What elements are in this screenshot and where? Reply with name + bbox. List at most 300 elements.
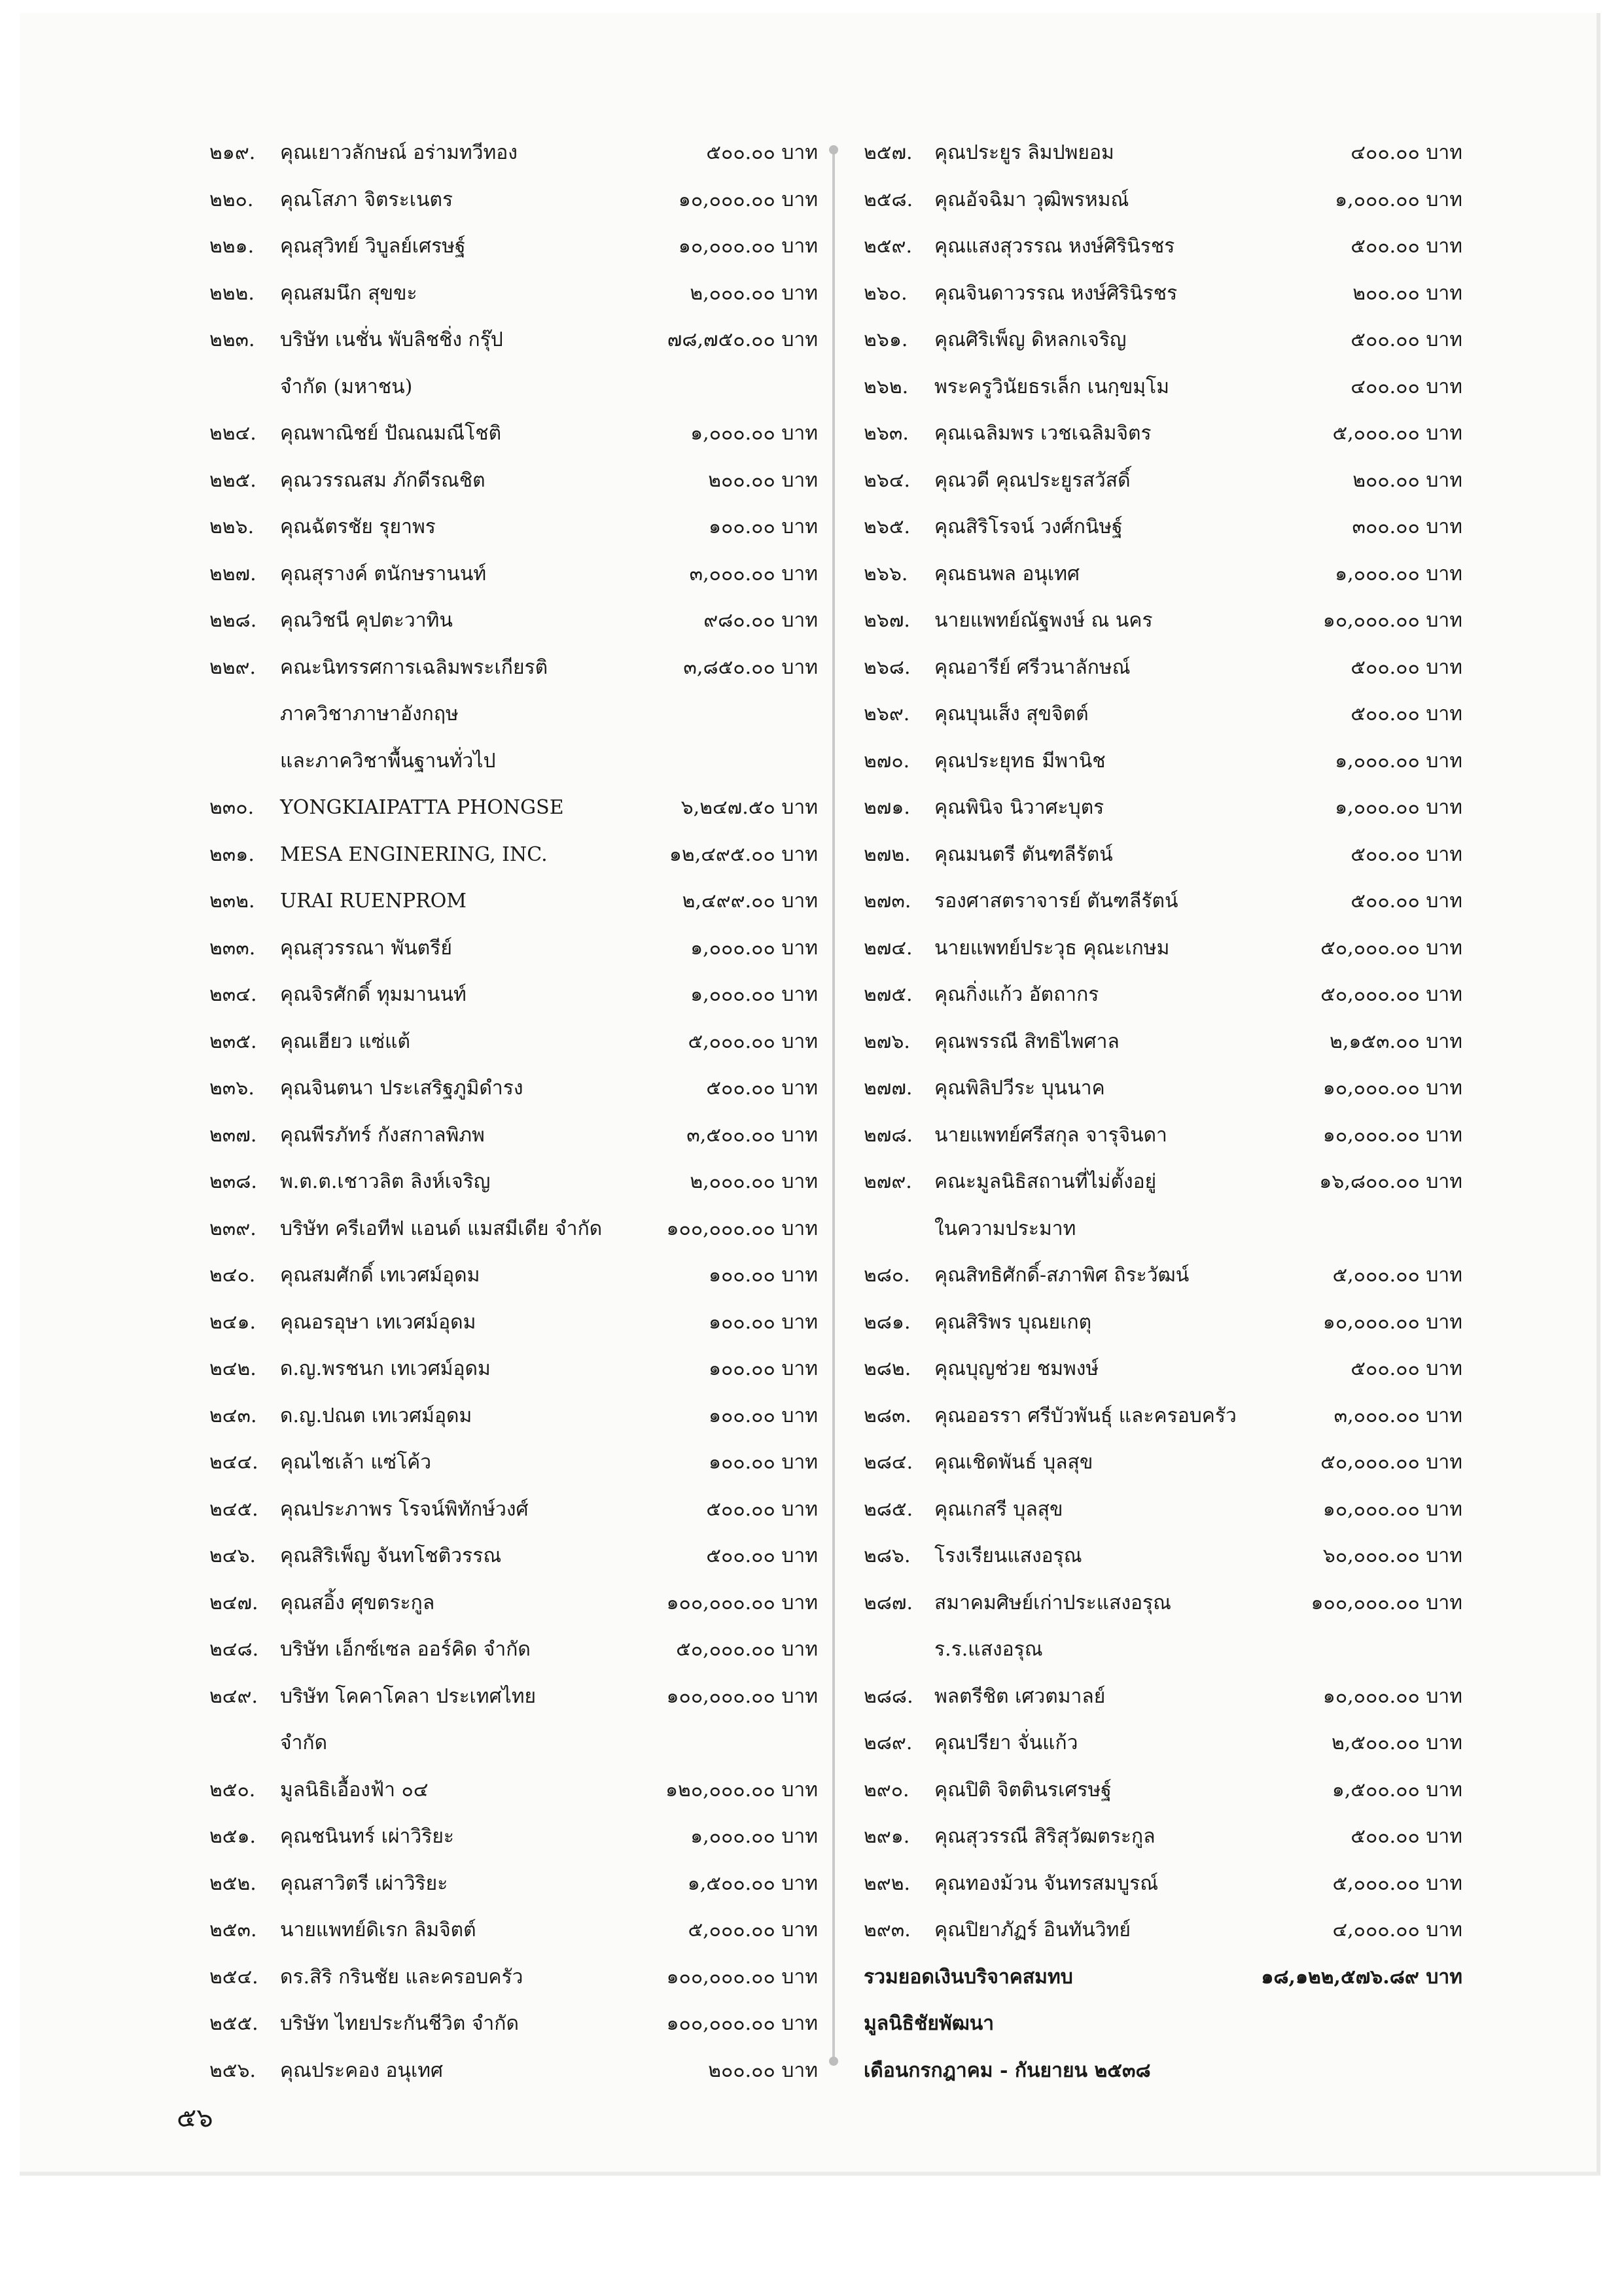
donation-amount [1352,270,1462,317]
donor-name: คุณเชิดพันธ์ บุลสุข [934,1451,1093,1474]
amount-value: ๑๐๐,๐๐๐.๐๐ [666,1217,775,1240]
entry-number: ๒๔๓. [209,1404,257,1427]
currency-label: บาท [1426,655,1462,679]
donor-name: คุณจินดาวรรณ หงษ์ศิรินิรชร [934,281,1178,305]
amount-value: ๕๐๐.๐๐ [1350,235,1420,258]
amount-value: ๒,๐๐๐.๐๐ [690,1170,775,1193]
donor-name: คณะนิทรรศการเฉลิมพระเกียรติ [280,655,548,679]
amount-value: ๑,๐๐๐.๐๐ [1335,188,1420,211]
total-amount: ๑๘,๑๒๒,๕๗๖.๘๙ บาท [1261,1965,1462,1989]
amount-value: ๑๒,๔๙๕.๐๐ [669,843,775,866]
donation-amount [688,1018,818,1066]
entry-number: ๒๒๗. [209,562,256,585]
entry-number: ๒๔๖. [209,1544,256,1567]
donor-name: รองศาสตราจารย์ ตันฑลีรัตน์ [934,890,1178,913]
currency-label: บาท [1426,422,1462,445]
amount-value: ๑๒๐,๐๐๐.๐๐ [665,1778,775,1801]
donation-amount [1350,130,1462,177]
currency-label: บาท [1426,890,1462,913]
amount-value: ๓,๘๕๐.๐๐ [683,655,775,679]
donor-name-continued: ภาควิชาภาษาอังกฤษ [280,703,459,725]
entry-number: ๒๖๕. [864,515,911,538]
amount-value: ๑๐,๐๐๐.๐๐ [1322,1497,1420,1521]
donation-row [864,971,1462,1018]
donation-amount [706,1533,818,1580]
donation-amount [708,457,818,504]
donor-name: คุณจินตนา ประเสริฐภูมิดำรง [280,1077,523,1100]
donation-row [209,644,818,691]
currency-label: บาท [1426,1404,1462,1427]
entry-number: ๒๒๐. [209,188,254,211]
donation-row [864,1252,1462,1299]
entry-number: ๒๔๒. [209,1357,256,1380]
donor-name: ด.ญ.ปณต เทเวศม์อุดม [280,1404,472,1427]
donor-name: คุณพรรณี สิทธิไพศาล [934,1030,1120,1053]
donor-name: คุณไชเล้า แซ่โค้ว [280,1451,432,1474]
currency-label: บาท [781,1170,818,1193]
donation-amount [1323,1065,1462,1112]
donor-name: คุณวดี คุณประยูรสวัสดิ์ [934,468,1131,492]
donation-amount [688,1860,818,1907]
donation-amount [1350,878,1462,925]
currency-label: บาท [1426,749,1462,773]
entry-number: ๒๓๑. [209,843,255,866]
donation-amount [1335,177,1462,224]
entry-number: ๒๕๙. [864,235,912,258]
entry-number: ๒๓๗. [209,1123,257,1147]
donor-name: บริษัท ไทยประกันชีวิต จำกัด [280,2012,519,2035]
donor-name: คณะมูลนิธิสถานที่ไม่ตั้งอยู่ [934,1170,1157,1193]
donation-row [209,831,818,878]
amount-value: ๕,๐๐๐.๐๐ [1332,422,1420,445]
donor-name: คุณพาณิชย์ ปัณณมณีโชติ [280,422,502,445]
donation-amount [690,925,818,972]
entry-number: ๒๖๖. [864,562,908,585]
donor-name: คุณสุรางค์ ตนักษรานนท์ [280,562,487,585]
entry-number: ๒๓๔. [209,983,257,1006]
donor-name: คุณสิริโรจน์ วงศ์กนิษฐ์ [934,515,1123,538]
currency-label: บาท [781,936,818,960]
entry-number: ๒๘๑. [864,1310,911,1334]
entry-number: ๒๗๕. [864,983,913,1006]
donation-amount [681,784,818,831]
currency-label: บาท [781,1123,818,1147]
donor-name: คุณเฮียว แซ่แต้ [280,1030,410,1053]
currency-label: บาท [781,983,818,1006]
amount-value: ๕๐,๐๐๐.๐๐ [676,1638,775,1661]
donation-row [209,1206,818,1253]
donor-name: คุณฉัตรชัย รุยาพร [280,515,436,538]
donation-row [209,1907,818,1954]
donation-row [864,1299,1462,1346]
footer-period: เดือนกรกฎาคม - กันยายน ๒๕๓๘ [864,2059,1151,2082]
currency-label: บาท [781,655,818,679]
currency-label: บาท [1426,141,1462,164]
entry-number: ๒๓๙. [209,1217,256,1240]
amount-value: ๑๐๐.๐๐ [708,1264,775,1287]
donor-name: คุณปรียา จั่นแก้ว [934,1731,1078,1754]
entry-number: ๒๖๓. [864,422,909,445]
donation-amount [666,1580,818,1627]
currency-label: บาท [1426,1871,1462,1895]
donation-row [864,1720,1462,1767]
entry-number: ๒๖๔. [864,468,911,492]
amount-value: ๒๐๐.๐๐ [1352,281,1420,305]
amount-value: ๑๐๐,๐๐๐.๐๐ [1311,1591,1420,1614]
donation-amount [1332,1860,1462,1907]
currency-label: บาท [1426,1123,1462,1147]
total-row [864,1954,1462,2001]
donation-row [864,1439,1462,1486]
entry-number: ๒๔๗. [209,1591,258,1614]
currency-label: บาท [1426,1731,1462,1754]
donation-row [209,878,818,925]
total-label: รวมยอดเงินบริจาคสมทบ [864,1965,1073,1989]
entry-number: ๒๗๘. [864,1123,913,1147]
donor-name: คุณปิยาภัฏร์ อินทันวิทย์ [934,1919,1131,1941]
donor-name: คุณพิลิปวีระ บุนนาค [934,1077,1105,1100]
entry-number: ๒๕๐. [209,1778,256,1801]
amount-value: ๑,๐๐๐.๐๐ [1335,749,1420,773]
donation-row [209,551,818,598]
donor-name: คุณประยูร ลิมปพยอม [934,141,1114,164]
donor-name: มูลนิธิเอื้องฟ้า ๐๔ [280,1778,429,1801]
donor-name: คุณเฉลิมพร เวชเฉลิมจิตร [934,422,1152,445]
donation-row [864,1533,1462,1580]
donation-amount [709,504,818,551]
donation-amount [706,130,818,177]
donation-amount [676,1626,818,1673]
donor-name: นายแพทย์ศรีสกุล จารุจินดา [934,1123,1167,1147]
donor-name: คุณศิริเพ็ญ ดิหลกเจริญ [934,328,1127,351]
entry-number: ๒๗๔. [864,936,913,960]
entry-number: ๒๖๘. [864,655,911,679]
donation-row [864,551,1462,598]
donor-name: คุณอารีย์ ศรีวนาลักษณ์ [934,655,1131,679]
donor-name: คุณอรอุษา เทเวศม์อุดม [280,1310,476,1334]
donor-name: คุณสุวรรณา พันตรีย์ [280,936,452,960]
donation-amount [690,270,818,317]
donation-amount [706,1486,818,1533]
donation-row [864,177,1462,224]
currency-label: บาท [1426,983,1462,1006]
donation-row [209,130,818,177]
donor-name: บริษัท โคคาโคลา ประเทศไทย [280,1684,537,1708]
currency-label: บาท [781,235,818,258]
entry-number: ๒๕๑. [209,1825,256,1848]
currency-label: บาท [781,1030,818,1053]
donor-name-continued: ร.ร.แสงอรุณ [934,1638,1043,1661]
donation-amount [709,1393,818,1440]
donation-amount [1350,1813,1462,1860]
donor-name: คุณจิรศักดิ์ ทุมมานนท์ [280,983,467,1006]
currency-label: บาท [1426,468,1462,492]
amount-value: ๕๐๐.๐๐ [1350,843,1420,866]
donor-name: คุณบุนเส็ง สุขจิตต์ [934,703,1089,725]
entry-number: ๒๒๕. [209,468,256,492]
amount-value: ๑๐,๐๐๐.๐๐ [678,188,775,211]
currency-label: บาท [781,1077,818,1100]
currency-label: บาท [1426,188,1462,211]
page-number: ๕๖ [177,2103,213,2133]
entry-number: ๒๑๙. [209,141,256,164]
donation-amount [1332,410,1462,457]
entry-number: ๒๓๐. [209,796,255,819]
donation-amount [667,317,818,364]
currency-label: บาท [1426,1497,1462,1521]
donation-row [209,1533,818,1580]
entry-number: ๒๒๖. [209,515,255,538]
amount-value: ๑๐,๐๐๐.๐๐ [1322,1123,1420,1147]
currency-label: บาท [781,328,818,351]
entry-number: ๒๕๗. [864,141,913,164]
currency-label: บาท [1426,328,1462,351]
amount-value: ๑,๐๐๐.๐๐ [1335,796,1420,819]
amount-value: ๑๐๐,๐๐๐.๐๐ [666,2012,775,2035]
entry-number: ๒๗๓. [864,890,911,913]
amount-value: ๑,๐๐๐.๐๐ [690,422,775,445]
donation-row [209,1813,818,1860]
donor-name: คุณสมศักดิ์ เทเวศม์อุดม [280,1264,480,1287]
donation-row [209,1954,818,2001]
amount-value: ๕๐๐.๐๐ [1350,1825,1420,1848]
currency-label: บาท [781,1217,818,1240]
donor-name: คุณเยาวลักษณ์ อร่ามทวีทอง [280,141,518,164]
donation-amount [666,1954,818,2001]
donation-row [209,784,818,831]
amount-value: ๑,๐๐๐.๐๐ [1335,562,1420,585]
donation-row [209,1580,818,1627]
amount-value: ๓,๐๐๐.๐๐ [1333,1404,1420,1427]
amount-value: ๔,๐๐๐.๐๐ [1332,1919,1420,1941]
donor-name: คุณประภาพร โรจน์พิทักษ์วงศ์ [280,1497,529,1521]
donation-row [209,1018,818,1066]
donation-amount [679,177,818,224]
entry-number: ๒๗๗. [864,1077,913,1100]
amount-value: ๒,๐๐๐.๐๐ [690,281,775,305]
currency-label: บาท [1426,1264,1462,1287]
currency-label: บาท [1426,235,1462,258]
donor-name: นายแพทย์ประวุธ คุณะเกษม [934,936,1170,960]
donation-row [209,1299,818,1346]
donor-name: คุณปิติ จิตตินรเศรษฐ์ [934,1778,1112,1801]
currency-label: บาท [781,1919,818,1941]
donation-row [864,1673,1462,1720]
currency-label: บาท [1426,1825,1462,1848]
donation-row [209,925,818,972]
currency-label: บาท [1426,562,1462,585]
currency-label: บาท [781,1825,818,1848]
donation-amount [1330,1018,1462,1066]
amount-value: ๒,๕๐๐.๐๐ [1331,1731,1420,1754]
donor-name: นายแพทย์ณัฐพงษ์ ณ นคร [934,609,1153,632]
entry-number: ๒๒๑. [209,235,255,258]
entry-number: ๒๘๒. [864,1357,911,1380]
entry-number: ๒๔๐. [209,1264,256,1287]
donor-name: คุณสิริเพ็ญ จันทโชติวรรณ [280,1544,502,1567]
amount-value: ๕๐๐.๐๐ [1350,1357,1420,1380]
entry-number: ๒๘๐. [864,1264,910,1287]
donation-amount [683,644,818,691]
currency-label: บาท [781,1591,818,1614]
currency-label: บาท [781,1778,818,1801]
donation-amount [1350,1346,1462,1393]
donation-amount [666,2000,818,2047]
donation-row [209,597,818,644]
donation-row [864,925,1462,972]
donation-row [209,270,818,317]
donation-row [209,2047,818,2095]
amount-value: ๖,๒๔๗.๕๐ [680,796,775,819]
amount-value: ๒๐๐.๐๐ [708,468,775,492]
entry-number: ๒๗๒. [864,843,911,866]
donation-amount [1350,317,1462,364]
donation-amount [1332,1907,1462,1954]
donation-row [209,457,818,504]
donation-amount [1335,551,1462,598]
donation-amount [1323,1533,1462,1580]
currency-label: บาท [781,1684,818,1708]
currency-label: บาท [781,281,818,305]
currency-label: บาท [781,890,818,913]
currency-label: บาท [781,2059,818,2082]
currency-label: บาท [781,1871,818,1895]
currency-label: บาท [781,1264,818,1287]
donation-row [864,1767,1462,1814]
amount-value: ๙๘๐.๐๐ [703,609,775,632]
entry-number: ๒๘๖. [864,1544,911,1567]
currency-label: บาท [1426,1030,1462,1053]
donor-name: คุณพินิจ นิวาศะบุตร [934,796,1104,819]
currency-label: บาท [781,1965,818,1989]
entry-number: ๒๘๘. [864,1684,913,1708]
currency-label: บาท [781,609,818,632]
entry-number: ๒๒๓. [209,328,255,351]
donor-name-continued: จำกัด [280,1731,328,1754]
donor-name: คุณออรรา ศรีบัวพันธุ์ และครอบครัว [934,1404,1237,1427]
amount-value: ๑๐๐.๐๐ [708,1310,775,1334]
entry-number: ๒๘๔. [864,1451,913,1474]
entry-number: ๒๖๒. [864,375,909,398]
amount-value: ๑๐,๐๐๐.๐๐ [1322,1684,1420,1708]
amount-value: ๕๐๐.๐๐ [1350,328,1420,351]
amount-value: ๔๐๐.๐๐ [1350,375,1420,398]
donation-amount [1323,1673,1462,1720]
amount-value: ๕,๐๐๐.๐๐ [688,1919,775,1941]
donation-amount [666,1206,818,1253]
entry-number: ๒๓๓. [209,936,256,960]
donor-name: พ.ต.ต.เชาวลิต ลิงห์เจริญ [280,1170,491,1193]
donation-amount [688,1907,818,1954]
donation-amount [1320,925,1462,972]
donation-row [864,223,1462,270]
donation-row [209,1158,818,1206]
currency-label: บาท [781,796,818,819]
donation-row [864,1580,1462,1627]
entry-number: ๒๖๗. [864,609,910,632]
entry-number: ๒๓๖. [209,1077,255,1100]
donation-row [864,1860,1462,1907]
entry-number: ๒๒๔. [209,422,256,445]
donation-amount [709,1252,818,1299]
currency-label: บาท [1426,375,1462,398]
amount-value: ๑๐๐,๐๐๐.๐๐ [666,1684,775,1708]
donor-name-continued: ในความประมาท [934,1217,1076,1240]
currency-label: บาท [1426,1591,1462,1614]
donor-name: คุณสมนึก สุขขะ [280,281,417,305]
donation-row [209,971,818,1018]
entry-number: ๒๔๘. [209,1638,259,1661]
donation-row [209,1767,818,1814]
donation-amount [665,1767,818,1814]
currency-label: บาท [781,843,818,866]
donation-amount [708,2047,818,2095]
donor-name: คุณประคอง อนุเทศ [280,2059,444,2082]
currency-label: บาท [1426,1544,1462,1567]
donation-amount [1320,971,1462,1018]
donation-amount [690,410,818,457]
entry-number: ๒๘๕. [864,1497,913,1521]
right-donation-rows [864,130,1462,1954]
entry-number: ๒๘๓. [864,1404,911,1427]
entry-number: ๒๒๙. [209,655,256,679]
currency-label: บาท [1426,515,1462,538]
amount-value: ๑,๕๐๐.๐๐ [687,1871,775,1895]
donor-name: คุณสุวรรณี สิริสุวัฒตระกูล [934,1825,1156,1848]
amount-value: ๑๐๐.๐๐ [708,1451,775,1474]
donation-row [864,1112,1462,1159]
donor-name: ดร.สิริ กรินชัย และครอบครัว [280,1965,523,1989]
entry-number: ๒๕๔. [209,1965,258,1989]
donation-row [209,1252,818,1299]
donor-name: คุณสิริพร บุณยเกตุ [934,1310,1092,1334]
donation-amount [1350,644,1462,691]
entry-number: ๒๙๒. [864,1871,911,1895]
donor-name: คุณบุญช่วย ชมพงษ์ [934,1357,1099,1380]
amount-value: ๑,๕๐๐.๐๐ [1332,1778,1420,1801]
donor-name: URAI RUENPROM [280,890,467,913]
donation-amount [690,971,818,1018]
currency-label: บาท [1426,1170,1462,1193]
amount-value: ๕๐,๐๐๐.๐๐ [1320,936,1420,960]
entry-number: ๒๔๕. [209,1497,258,1521]
currency-label: บาท [781,468,818,492]
currency-label: บาท [781,1497,818,1521]
donor-name: คุณสาวิตรี เผ่าวิริยะ [280,1871,448,1895]
donor-name: คุณสอิ้ง ศุขตระกูล [280,1591,435,1614]
donation-amount [1332,1767,1462,1814]
currency-label: บาท [1426,796,1462,819]
amount-value: ๑๖,๘๐๐.๐๐ [1319,1170,1420,1193]
entry-number: ๒๒๒. [209,281,255,305]
entry-number: ๒๔๔. [209,1451,258,1474]
currency-label: บาท [781,141,818,164]
donation-amount [1335,784,1462,831]
donor-name: คุณพีรภัทร์ กังสกาลพิภพ [280,1123,485,1147]
entry-number: ๒๙๓. [864,1919,911,1941]
donor-name: คุณทองม้วน จันทรสมบูรณ์ [934,1871,1159,1895]
amount-value: ๕๐๐.๐๐ [1350,890,1420,913]
amount-value: ๕,๐๐๐.๐๐ [1332,1264,1420,1287]
amount-value: ๒,๑๕๓.๐๐ [1330,1030,1420,1053]
currency-label: บาท [781,1310,818,1334]
entry-number: ๒๕๕. [209,2012,258,2035]
donor-name: คุณแสงสุวรรณ หงษ์ศิรินิรชร [934,235,1175,258]
donor-name-continued: และภาควิชาพื้นฐานทั่วไป [280,749,496,773]
donation-row [864,364,1462,411]
donor-name-continued: จำกัด (มหาชน) [280,375,413,398]
footer-org: มูลนิธิชัยพัฒนา [864,2012,995,2035]
